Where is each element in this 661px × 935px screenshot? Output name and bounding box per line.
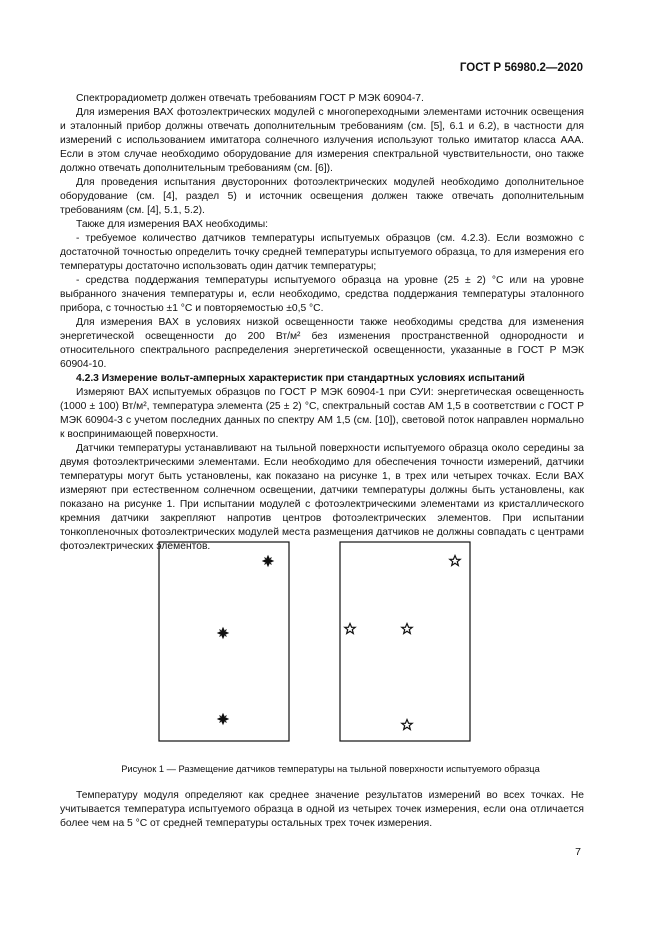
paragraph: Температуру модуля определяют как среднее значение результатов измерений во всех точках. Не учитывается температура испытуемого образца в одной из четырех точек измерения, если она отличается более чем на 5 °С от средней температуры остальных трех точек измерения. [60, 790, 584, 829]
list-item: - средства поддержания температуры испытуемого образца на уровне (25 ± 2) °С или на уровне выбранного значения температуры и, если необходимо, средства поддержания температуры эталонного прибора, с точностью ±1 °С и повторяемостью ±0,5 °С. [60, 275, 584, 314]
paragraph: Для измерения ВАХ в условиях низкой освещенности также необходимы средства для изменения энергетической освещенности до 200 Вт/м² без изменения пространственной однородности и относительного спектрального распределения энергетической освещенности, указанные в ГОСТ Р МЭК 60904-10. [60, 317, 584, 370]
sensor-star-right-center-icon [402, 624, 412, 634]
sensor-marker-left-top-icon [263, 556, 273, 566]
list-item: - требуемое количество датчиков температуры испытуемых образцов (см. 4.2.3). Если возможно с достаточной точностью определить точку средней температуры испытуемого образца, то для измерения его температуры достаточно использовать один датчик температуры; [60, 233, 584, 272]
figure-caption: Рисунок 1 — Размещение датчиков температуры на тыльной поверхности испытуемого образца [121, 764, 540, 774]
sensor-marker-left-bottom-icon [218, 714, 228, 724]
page-number: 7 [575, 846, 581, 858]
module-outline-right [340, 542, 470, 741]
section-heading: 4.2.3 Измерение вольт-амперных характеристик при стандартных условиях испытаний [76, 373, 525, 384]
sensor-star-right-top-icon [450, 556, 460, 566]
paragraph: Для измерения ВАХ фотоэлектрических модулей с многопереходными элементами источник освещения и эталонный прибор должны отвечать дополнительным требованиям (см. [5], 6.1 и 6.2), в частности для измерений с использованием имитатора солнечного излучения используют только имитатор класса ААА. Если в этом случае необходимо оборудование для измерения спектральной чувствительности, оно также должно отвечать дополнительным требованиям (см. [6]). [60, 107, 584, 174]
sensor-star-right-bottom-icon [402, 720, 412, 730]
bottom-text [60, 789, 584, 831]
sensor-marker-left-center-icon [218, 628, 228, 638]
paragraph: Измеряют ВАХ испытуемых образцов по ГОСТ Р МЭК 60904-1 при СУИ: энергетическая освещенность (1000 ± 100) Вт/м², температура элемента (25 ± 2) °С, спектральный состав АМ 1,5 в соответствии с ГОСТ Р МЭК 60904-3 с учетом последних данных по спектру АМ 1,5 (см. [10]), световой поток направлен нормально к воспринимающей поверхности. [60, 387, 584, 440]
paragraph: Также для измерения ВАХ необходимы: [76, 219, 269, 230]
document-header: ГОСТ Р 56980.2—2020 [459, 62, 583, 74]
module-outline-left [159, 542, 289, 741]
paragraph: Спектрорадиометр должен отвечать требованиям ГОСТ Р МЭК 60904-7. [76, 93, 424, 104]
paragraph: Датчики температуры устанавливают на тыльной поверхности испытуемого образца около середины за двумя фотоэлектрическими элементами. Если необходимо для обеспечения точности измерений, датчики температуры могут быть установлены, как показано на рисунке 1, в трех или четырех точках. Если ВАХ измеряют при естественном солнечном освещении, датчики температуры должны быть установлены, как показано на рисунке 1. При испытании модулей с фотоэлектрическими элементами из кристаллического кремния датчики закрепляют напротив центров фотоэлектрических элементов. При испытании тонкопленочных фотоэлектрических модулей места размещения датчиков не должны совпадать с центрами фотоэлектрических элементов. [60, 443, 584, 552]
paragraph: Для проведения испытания двусторонних фотоэлектрических модулей необходимо дополнительное оборудование (см. [4], раздел 5) и источник освещения должен также отвечать дополнительным требованиям (см. [4], 5.1, 5.2). [60, 177, 584, 216]
sensor-star-right-left-icon [345, 624, 355, 634]
